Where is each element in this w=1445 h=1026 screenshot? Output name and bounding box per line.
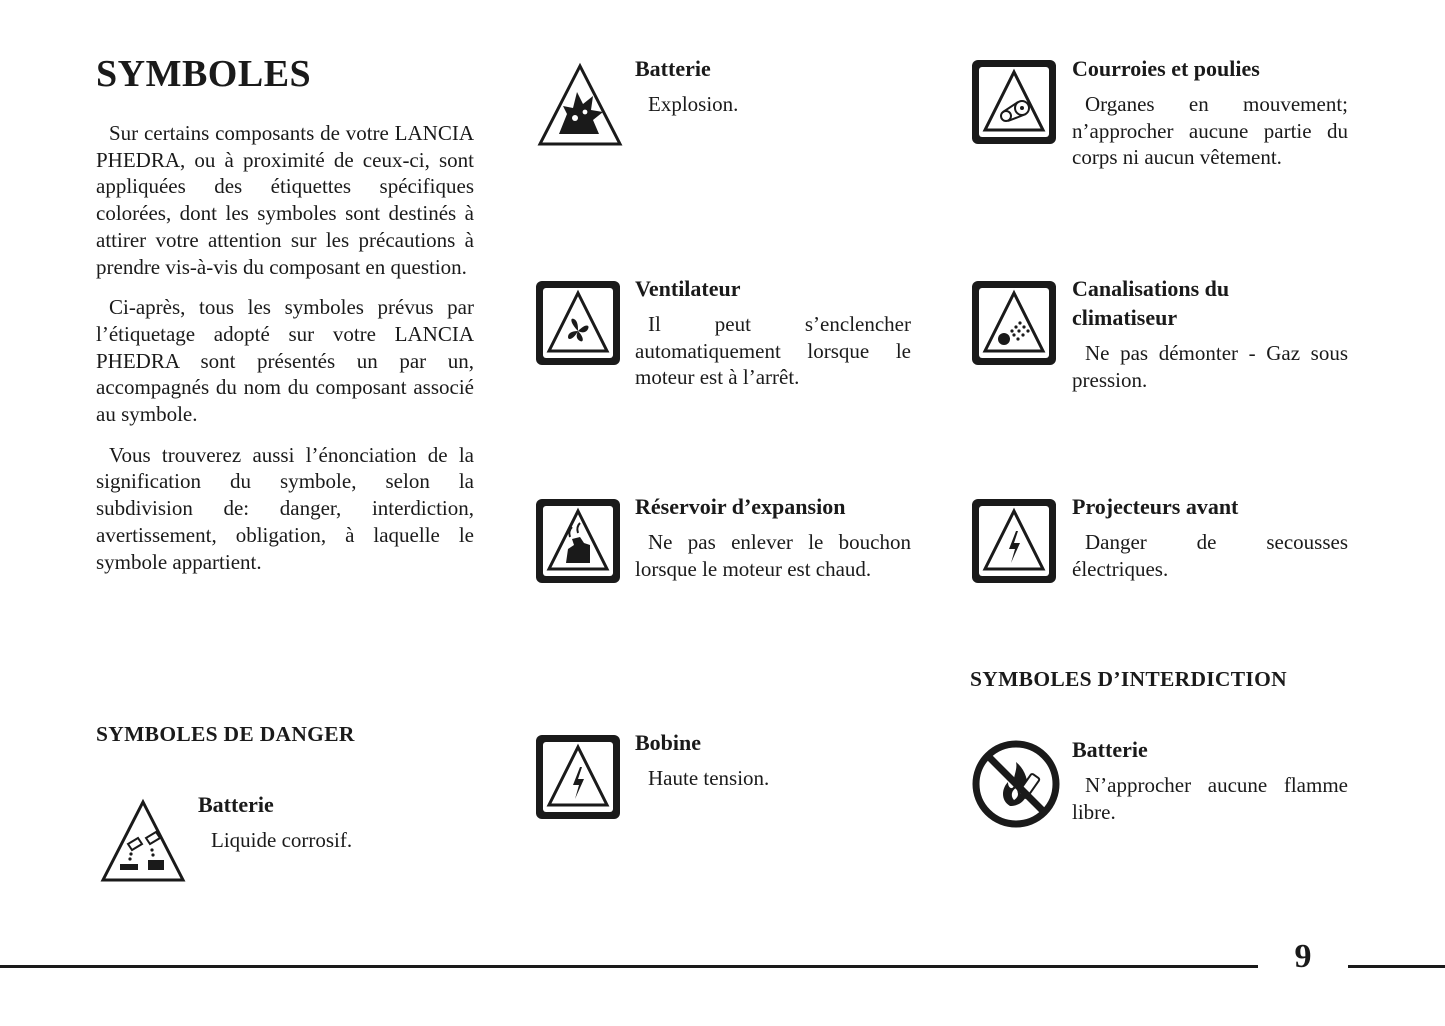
item-title: Ventilateur: [635, 276, 741, 301]
hot-coolant-icon: [534, 497, 622, 585]
pressurized-gas-icon: [970, 279, 1058, 367]
footer-rule-right: [1348, 965, 1445, 968]
intro-text: [96, 120, 474, 589]
item-title: Batterie: [1072, 737, 1148, 762]
belt-pulley-icon: [970, 58, 1058, 146]
item-description: Haute tension.: [648, 766, 770, 790]
footer-rule-left: [0, 965, 1258, 968]
item-title: Canalisations du climatiseur: [1072, 276, 1230, 330]
item-title: Courroies et poulies: [1072, 56, 1260, 81]
item-title: Réservoir d’expansion: [635, 494, 846, 519]
danger-item-corrosive: [198, 790, 388, 854]
danger-item-coil: [635, 728, 911, 792]
item-title: Projecteurs avant: [1072, 494, 1239, 519]
item-title: Batterie: [635, 56, 711, 81]
no-open-flame-icon: [972, 740, 1060, 828]
danger-item-headlights: [1072, 492, 1348, 582]
item-title: Batterie: [198, 792, 274, 817]
intro-paragraph: Ci-après, tous les symboles prévus par l’étiquetage adopté sur votre LANCIA PHEDRA sont présentés un par un, accompagnés du nom du composant associé au symbole.: [96, 295, 474, 427]
electric-shock-icon: [970, 497, 1058, 585]
danger-item-belts: [1072, 54, 1348, 171]
danger-section-heading: SYMBOLES DE DANGER: [96, 722, 355, 746]
prohibition-item-flame: [1072, 735, 1348, 825]
danger-item-expansion-tank: [635, 492, 911, 582]
item-description: Organes en mouvement; n’approcher aucune partie du corps ni aucun vêtement.: [1072, 92, 1348, 170]
intro-paragraph: Vous trouverez aussi l’énonciation de la signification du symbole, selon la subdivision de: danger, interdiction, avertissement, obligation, à laquelle le symbole appartient.: [96, 442, 474, 574]
item-description: Explosion.: [648, 92, 739, 116]
item-description: Liquide corrosif.: [211, 828, 353, 852]
item-title: Bobine: [635, 730, 702, 755]
danger-item-ac-lines: [1072, 274, 1348, 393]
danger-item-explosion: [635, 54, 911, 118]
corrosive-liquid-icon: [100, 798, 186, 884]
explosion-icon: [537, 62, 623, 148]
item-description: N’approcher aucune flamme libre.: [1072, 773, 1348, 824]
fan-icon: [534, 279, 622, 367]
page-title: SYMBOLES: [96, 53, 312, 95]
page-number: 9: [1294, 938, 1312, 975]
item-description: Il peut s’enclencher automatiquement lorsque le moteur est à l’arrêt.: [635, 312, 911, 390]
high-voltage-icon: [534, 733, 622, 821]
item-description: Danger de secousses électriques.: [1072, 530, 1348, 581]
item-description: Ne pas enlever le bouchon lorsque le moteur est chaud.: [635, 530, 911, 581]
danger-item-fan: [635, 274, 911, 391]
intro-paragraph: Sur certains composants de votre LANCIA PHEDRA, ou à proximité de ceux-ci, sont appliquées des étiquettes spécifiques colorées, dont les symboles sont destinés à attirer votre attention sur les précautions à prendre vis-à-vis du composant en question.: [96, 121, 474, 279]
item-description: Ne pas démonter - Gaz sous pression.: [1072, 341, 1348, 392]
prohibition-section-heading: SYMBOLES D’INTERDICTION: [970, 667, 1287, 691]
